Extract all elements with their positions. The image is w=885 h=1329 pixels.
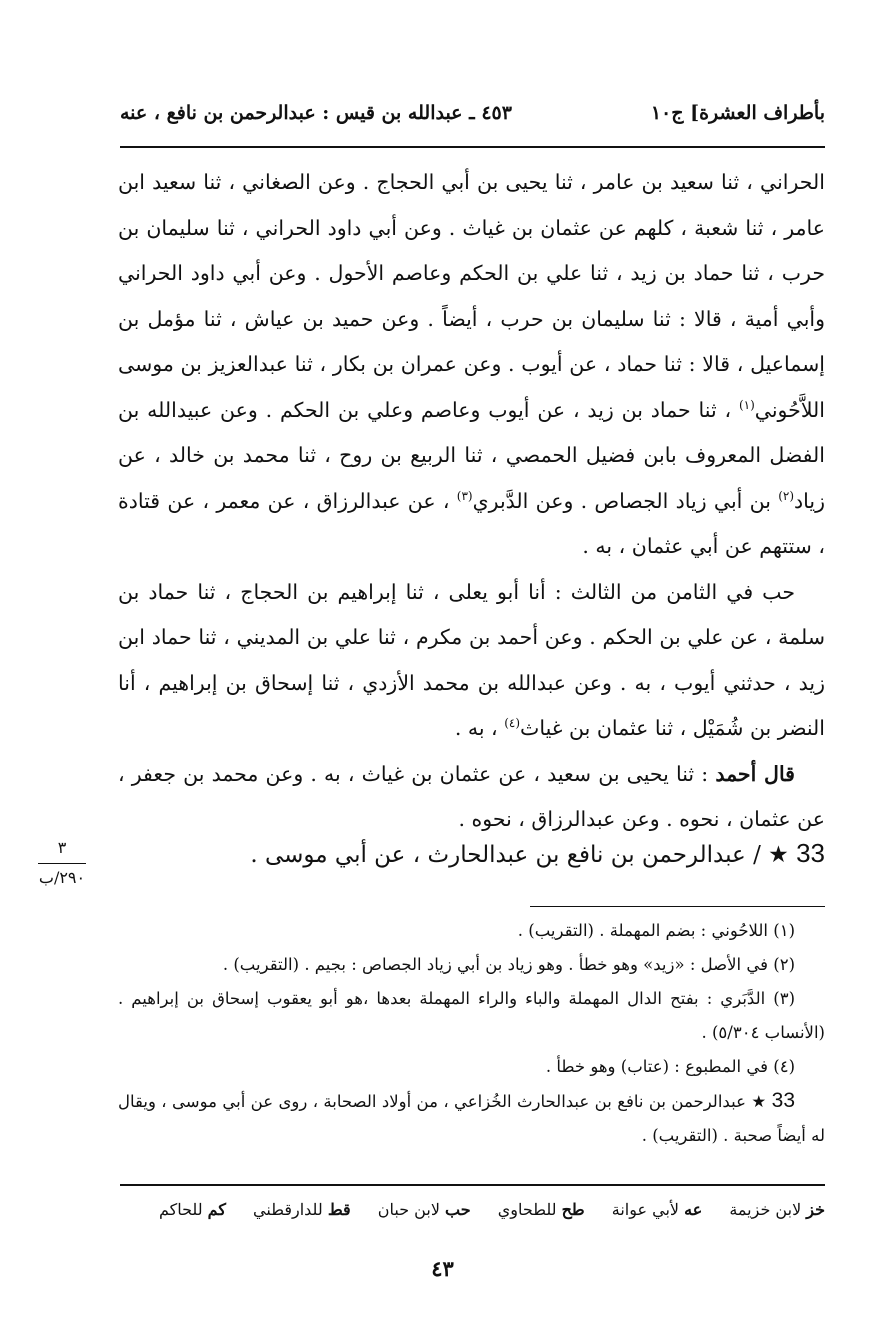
- footnote-entry-number: 33: [771, 1089, 795, 1112]
- margin-note-divider: [38, 863, 86, 864]
- page-number: ٤٣: [431, 1256, 454, 1281]
- footnote-entry-text: عبدالرحمن بن نافع بن عبدالحارث الخُزاعي ، من أولاد الصحابة ، روى عن أبي موسى ، ويقال له أيضاً صحبة . (التقريب) .: [118, 1092, 825, 1145]
- footnote-ref-3: (٣): [456, 488, 473, 503]
- entry-heading: [200, 838, 825, 869]
- margin-note-top: ٣: [57, 838, 67, 857]
- header-book-title: بأطراف العشرة] ج١٠: [650, 102, 825, 124]
- margin-note-bottom: ٢٩٠/ب: [38, 868, 86, 887]
- header-chapter-title: ٤٥٣ ـ عبدالله بن قيس : عبدالرحمن بن نافع ، عنه: [120, 102, 512, 124]
- bold-source-label: قال أحمد: [715, 761, 795, 786]
- legend-item: كم للحاكم: [158, 1200, 226, 1219]
- footnote-entry-33: [118, 1084, 825, 1153]
- footnote-4: (٤) في المطبوع : (عتاب) وهو خطأ .: [545, 1057, 795, 1076]
- main-text: [118, 160, 825, 843]
- star-icon: ★: [751, 1092, 767, 1111]
- footnote-ref-1: (١): [738, 397, 755, 412]
- paragraph-1: الحراني ، ثنا سعيد بن عامر ، ثنا يحيى بن أبي الحجاج . وعن الصغاني ، ثنا سعيد ابن عامر ، ثنا شعبة ، كلهم عن عثمان بن غياث . وعن أبي داود الحراني ، ثنا سليمان بن حرب ، ثنا حماد بن زيد ، ثنا علي بن الحكم وعاصم الأحول . وعن أبي داود الحراني وأبي أمية ، قالا : ثنا سليمان بن حرب ، أيضاً . وعن حميد بن عياش ، ثنا مؤمل بن إسماعيل ، قالا : ثنا حماد ، عن أيوب . وعن عمران بن بكار ، ثنا عبدالعزيز بن موسى اللاَّحُوني$^{(١)}$ ، ثنا حماد بن زيد ، عن أيوب وعاصم وعلي بن الحكم . وعن عبيدالله بن الفضل المعروف بابن فضيل الحمصي ، ثنا الربيع بن روح ، ثنا محمد بن خالد ، عن زياد$^{(٢)}$ بن أبي زياد الجصاص . وعن الدَّبري$^{(٣)}$ ، عن عبدالرزاق ، عن معمر ، عن قتادة ، ستتهم عن أبي عثمان ، به .: [118, 170, 825, 558]
- star-icon: ★: [768, 842, 789, 868]
- abbreviation-legend: [120, 1200, 825, 1219]
- legend-item: حب لابن حبان: [377, 1200, 471, 1219]
- footnote-2: (٢) في الأصل : «زيد» وهو خطأ . وهو زياد بن أبي زياد الجصاص : بجيم . (التقريب) .: [222, 955, 795, 974]
- legend-rule: [120, 1184, 825, 1186]
- footnote-separator: [530, 906, 825, 907]
- footnote-1: (١) اللاحُوني : بضم المهملة . (التقريب) .: [517, 921, 795, 940]
- paragraph-3: قال أحمد : ثنا يحيى بن سعيد ، عن عثمان بن غياث ، به . وعن محمد بن جعفر ، عن عثمان ، نحوه . وعن عبدالرزاق ، نحوه .: [118, 761, 825, 831]
- footnote-ref-4: (٤): [504, 716, 521, 731]
- entry-title: / عبدالرحمن بن نافع بن عبدالحارث ، عن أبي موسى .: [250, 842, 761, 868]
- footnotes: [118, 914, 825, 1153]
- footnote-3: (٣) الدَّبَري : بفتح الدال المهملة والباء والراء المهملة بعدها ،هو أبو يعقوب إسحاق بن إبراهيم . (الأنساب ٥/٣٠٤) .: [118, 989, 825, 1042]
- legend-item: طح للطحاوي: [497, 1200, 585, 1219]
- entry-number: 33: [796, 838, 825, 868]
- paragraph-2: حب في الثامن من الثالث : أنا أبو يعلى ، ثنا إبراهيم بن الحجاج ، ثنا حماد بن سلمة ، عن علي بن الحكم . وعن أحمد بن مكرم ، ثنا علي بن المديني ، ثنا حماد ابن زيد ، حدثني أيوب ، به . وعن عبدالله بن محمد الأزدي ، ثنا إسحاق بن إبراهيم ، أنا النضر بن شُمَيْل ، ثنا عثمان بن غياث$^{(٤)}$ ، به .: [118, 579, 825, 740]
- legend-item: عه لأبي عوانة: [611, 1200, 703, 1219]
- manuscript-margin-note: [32, 838, 92, 887]
- running-header: [120, 94, 825, 134]
- header-rule: [120, 146, 825, 148]
- legend-item: قط للدارقطني: [253, 1200, 351, 1219]
- footnote-ref-2: (٢): [778, 488, 795, 503]
- legend-item: خز لابن خزيمة: [729, 1200, 825, 1219]
